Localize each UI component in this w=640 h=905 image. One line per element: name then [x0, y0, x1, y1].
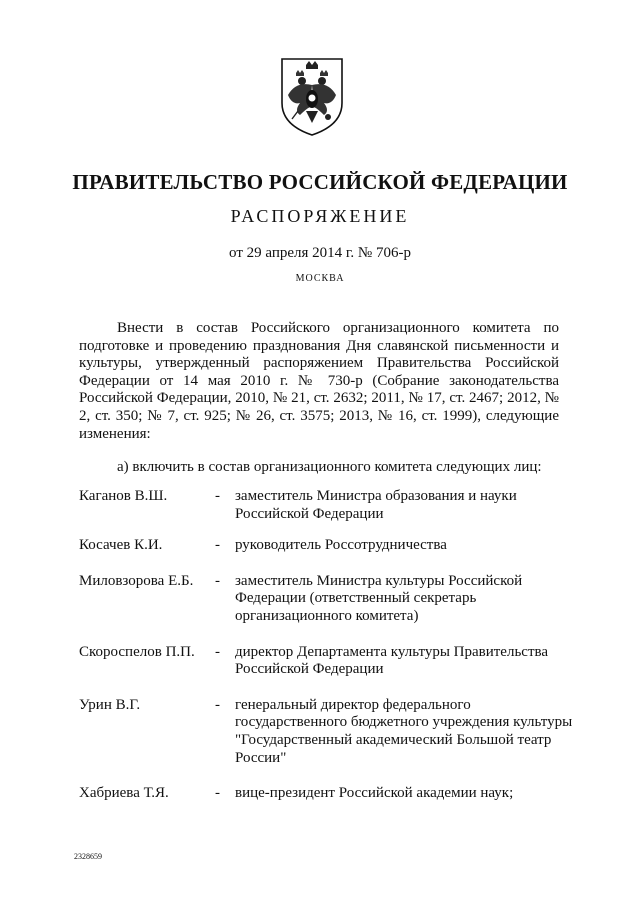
member-list	[79, 488, 579, 803]
member-role: генеральный директор федерального государственного бюджетного учреждения культуры "Государственный академический Большой театр России"	[235, 696, 573, 766]
member-row	[79, 573, 579, 626]
member-row	[79, 785, 579, 803]
intro-paragraph: Внести в состав Российского организационного комитета по подготовке и проведению празднования Дня славянской письменности и культуры, утвержденный распоряжением Правительства Российской Федерации от 14 мая 2010 г. № 730-р (Собрание законодательства Российской Федерации, 2010, № 21, ст. 2632; 2011, № 17, ст. 2467; 2012, № 2, ст. 350; № 7, ст. 925; № 26, ст. 3575; 2013, № 16, ст. 1999), следующие изменения:	[79, 320, 559, 442]
member-role: заместитель Министра образования и науки Российской Федерации	[235, 488, 517, 522]
member-name: Миловзорова Е.Б.	[79, 572, 194, 589]
member-role: вице-президент Российской академии наук;	[235, 785, 514, 802]
member-name: Хабриева Т.Я.	[79, 785, 169, 802]
member-dash: -	[215, 643, 220, 660]
item-a-paragraph: а) включить в состав организационного комитета следующих лиц:	[117, 459, 542, 475]
member-dash: -	[215, 488, 220, 504]
page-title: ПРАВИТЕЛЬСТВО РОССИЙСКОЙ ФЕДЕРАЦИИ	[72, 170, 568, 194]
document-type: РАСПОРЯЖЕНИЕ	[230, 206, 410, 226]
member-name: Урин В.Г.	[79, 696, 141, 713]
member-role: руководитель Россотрудничества	[235, 537, 447, 554]
member-dash: -	[215, 785, 220, 802]
document-city: МОСКВА	[295, 273, 345, 284]
member-name: Косачев К.И.	[79, 537, 163, 554]
member-dash: -	[215, 696, 220, 713]
member-dash: -	[215, 537, 220, 554]
member-role: заместитель Министра культуры Российской Федерации (ответственный секретарь организационного комитета)	[235, 572, 523, 624]
document-serial-number: 2328659	[74, 852, 102, 861]
member-row	[79, 697, 579, 767]
member-row	[79, 537, 579, 555]
member-name: Скороспелов П.П.	[79, 643, 195, 660]
document-date-number: от 29 апреля 2014 г. № 706-р	[229, 245, 411, 261]
member-dash: -	[215, 572, 220, 589]
member-role: директор Департамента культуры Правительства Российской Федерации	[235, 643, 549, 678]
member-name: Каганов В.Ш.	[79, 488, 168, 504]
coat-of-arms-icon	[276, 55, 348, 137]
member-row	[79, 644, 579, 679]
member-row	[79, 488, 579, 523]
